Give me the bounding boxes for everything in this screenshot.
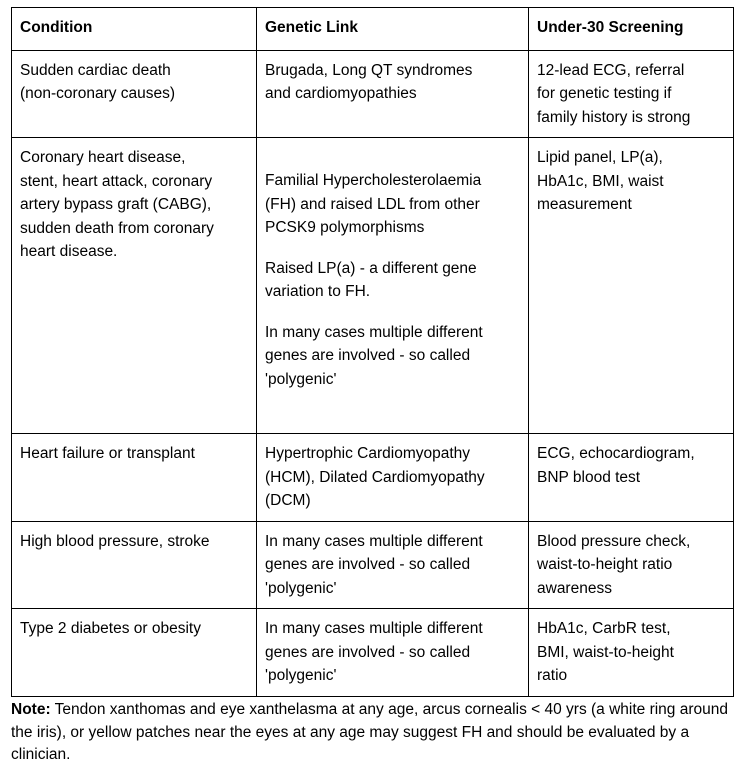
table-row [12, 138, 734, 434]
screening-table [11, 7, 734, 697]
condition-cell [12, 50, 257, 138]
screening-line: ratio [537, 667, 568, 684]
genetic-line: (HCM), Dilated Cardiomyopathy [265, 468, 485, 486]
header-genetic-link: Genetic Link [257, 8, 529, 51]
screening-table-container [11, 7, 733, 697]
genetic-line: 'polygenic' [265, 667, 337, 684]
genetic-paragraph-lpa [265, 257, 520, 304]
table-row [12, 50, 734, 138]
condition-line: Heart failure or transplant [20, 445, 195, 462]
screening-line: waist-to-height ratio [537, 556, 673, 573]
screening-line: 12-lead ECG, referral [537, 61, 685, 79]
genetic-line: In many cases multiple different [265, 620, 483, 637]
screening-line: for genetic testing if [537, 85, 672, 102]
screening-line: Blood pressure check, [537, 532, 691, 550]
genetic-line: PCSK9 polymorphisms [265, 219, 425, 236]
note-text: Tendon xanthomas and eye xanthelasma at any age, arcus cornealis < 40 yrs (a white ring around the iris), or yellow patches near the eyes at any age may suggest FH and should be evaluated by a clinician. [11, 701, 728, 763]
screening-line: BMI, waist-to-height [537, 643, 674, 661]
note-label: Note: [11, 701, 51, 718]
condition-line: stent, heart attack, coronary [20, 172, 213, 190]
genetic-link-cell [257, 609, 529, 697]
genetic-line: variation to FH. [265, 283, 371, 300]
condition-line: artery bypass graft (CABG), [20, 196, 212, 213]
condition-line: Sudden cardiac death [20, 61, 171, 79]
genetic-line: 'polygenic' [265, 579, 337, 597]
genetic-line: In many cases multiple different [265, 532, 483, 550]
genetic-line: Familial Hypercholesterolaemia [265, 172, 482, 189]
genetic-line: Hypertrophic Cardiomyopathy [265, 445, 471, 462]
genetic-line: (FH) and raised LDL from other [265, 195, 480, 213]
genetic-paragraph-polygenic [265, 321, 520, 392]
screening-line: BNP blood test [537, 468, 641, 486]
table-row [12, 521, 734, 609]
table-row [12, 434, 734, 522]
screening-cell [529, 521, 734, 609]
screening-line: family history is strong [537, 108, 691, 126]
genetic-link-cell [257, 138, 529, 434]
header-condition: Condition [12, 8, 257, 51]
genetic-link-cell [257, 434, 529, 522]
screening-line: measurement [537, 196, 632, 213]
condition-line: Type 2 diabetes or obesity [20, 620, 201, 637]
screening-line: awareness [537, 579, 612, 597]
genetic-link-cell [257, 50, 529, 138]
genetic-line: Brugada, Long QT syndromes [265, 61, 473, 79]
condition-line: sudden death from coronary [20, 219, 214, 237]
condition-line: Coronary heart disease, [20, 149, 186, 166]
header-under-30-screening: Under-30 Screening [529, 8, 734, 51]
genetic-line: and cardiomyopathies [265, 85, 417, 102]
table-row [12, 609, 734, 697]
screening-line: Lipid panel, LP(a), [537, 149, 663, 166]
condition-line: High blood pressure, stroke [20, 532, 210, 550]
footnote [11, 699, 733, 767]
condition-cell [12, 609, 257, 697]
screening-line: HbA1c, CarbR test, [537, 620, 671, 637]
genetic-line: genes are involved - so called [265, 643, 471, 661]
screening-line: HbA1c, BMI, waist [537, 172, 664, 190]
screening-line: ECG, echocardiogram, [537, 445, 695, 462]
condition-cell [12, 521, 257, 609]
genetic-line: (DCM) [265, 492, 311, 509]
table-header-row [12, 8, 734, 51]
screening-cell [529, 50, 734, 138]
screening-cell [529, 138, 734, 434]
screening-cell [529, 434, 734, 522]
genetic-line: Raised LP(a) - a different gene [265, 259, 477, 277]
genetic-paragraph-fh [265, 169, 520, 240]
condition-cell [12, 434, 257, 522]
condition-line: heart disease. [20, 243, 118, 260]
condition-cell [12, 138, 257, 434]
screening-cell [529, 609, 734, 697]
genetic-line: genes are involved - so called [265, 556, 471, 573]
genetic-line: genes are involved - so called [265, 347, 471, 364]
genetic-line: In many cases multiple different [265, 323, 483, 341]
genetic-line: 'polygenic' [265, 370, 337, 388]
condition-line: (non-coronary causes) [20, 85, 176, 102]
genetic-link-cell [257, 521, 529, 609]
